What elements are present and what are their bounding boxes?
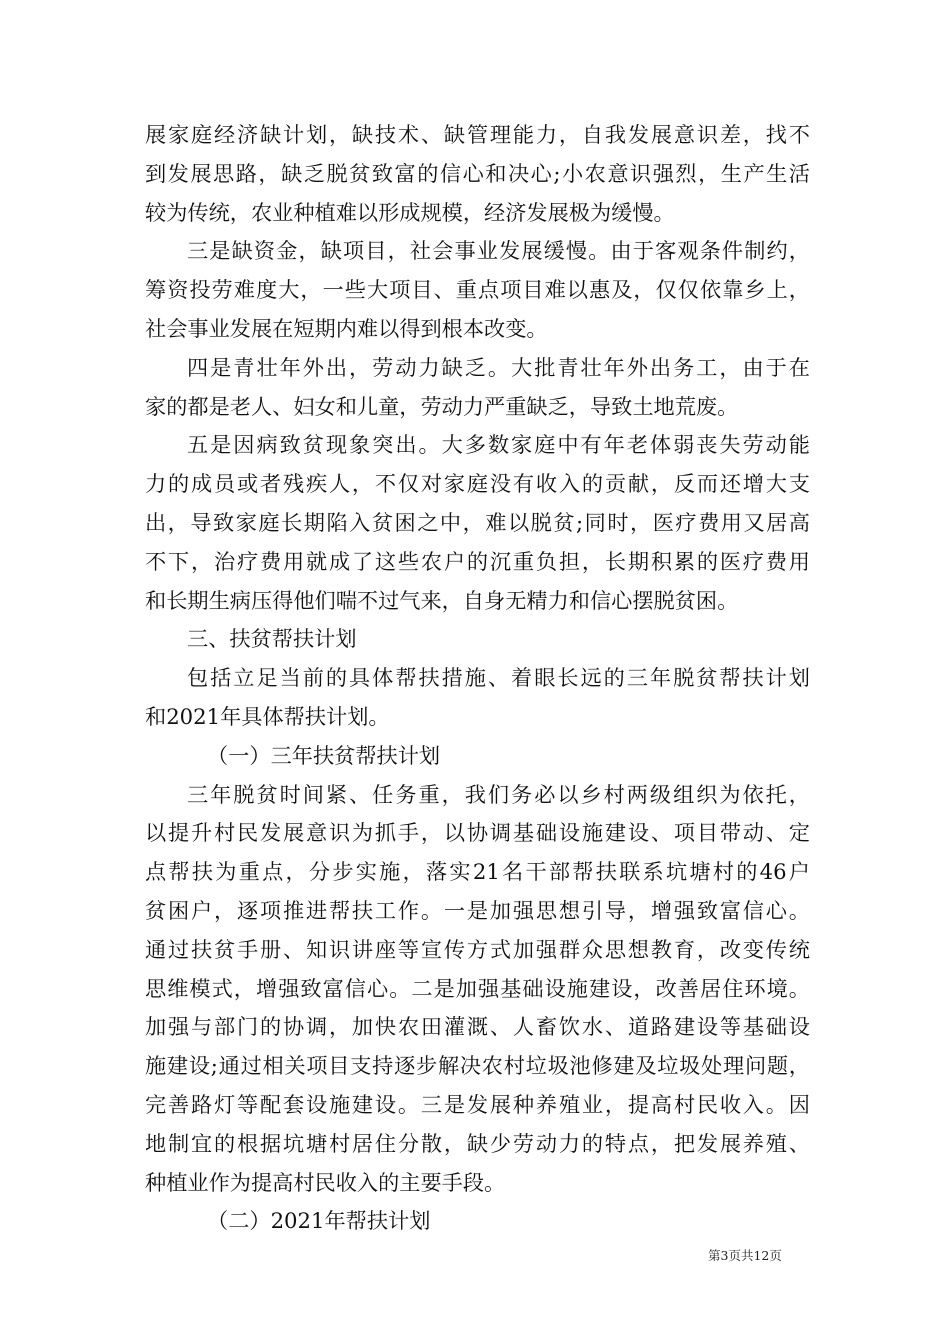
text-line: 加强与部门的协调，加快农田灌溉、人畜饮水、道路建设等基础设 — [145, 1014, 810, 1040]
text-line: 较为传统，农业种植难以形成规模，经济发展极为缓慢。 — [145, 199, 675, 225]
text-line: （一）三年扶贫帮扶计划 — [207, 742, 441, 768]
text-line: 力的成员或者残疾人，不仅对家庭没有收入的贡献，反而还增大支 — [145, 471, 810, 497]
text-line: 家的都是老人、妇女和儿童，劳动力严重缺乏，导致土地荒废。 — [145, 393, 739, 419]
text-line: 包括立足当前的具体帮扶措施、着眼长远的三年脱贫帮扶计划 — [187, 665, 810, 691]
text-line: 三年脱贫时间紧、任务重，我们务必以乡村两级组织为依托， — [187, 781, 810, 807]
page-number: 第3页共12页 — [708, 1248, 782, 1263]
text-line: 到发展思路，缺乏脱贫致富的信心和决心;小农意识强烈，生产生活 — [145, 160, 810, 186]
text-line: 四是青壮年外出，劳动力缺乏。大批青壮年外出务工，由于在 — [187, 354, 810, 380]
text-line: 完善路灯等配套设施建设。三是发展种养殖业，提高村民收入。因 — [145, 1091, 810, 1117]
text-line: 思维模式，增强致富信心。二是加强基础设施建设，改善居住环境。 — [145, 975, 810, 1001]
text-line: 施建设;通过相关项目支持逐步解决农村垃圾池修建及垃圾处理问题， — [145, 1053, 810, 1079]
text-line: 出，导致家庭长期陷入贫困之中，难以脱贫;同时，医疗费用又居高 — [145, 509, 810, 535]
text-line: 地制宜的根据坑塘村居住分散，缺少劳动力的特点，把发展养殖、 — [145, 1130, 810, 1156]
text-line: 点帮扶为重点，分步实施，落实21名干部帮扶联系坑塘村的46户 — [145, 859, 810, 885]
text-line: 和长期生病压得他们喘不过气来，自身无精力和信心摆脱贫困。 — [145, 587, 739, 613]
text-line: 五是因病致贫现象突出。大多数家庭中有年老体弱丧失劳动能 — [187, 432, 810, 458]
text-line: （二）2021年帮扶计划 — [207, 1208, 431, 1234]
text-line: 以提升村民发展意识为抓手，以协调基础设施建设、项目带动、定 — [145, 820, 810, 846]
text-line: 和2021年具体帮扶计划。 — [145, 703, 390, 729]
text-line: 贫困户，逐项推进帮扶工作。一是加强思想引导，增强致富信心。 — [145, 897, 810, 923]
text-line: 不下，治疗费用就成了这些农户的沉重负担，长期积累的医疗费用 — [145, 548, 810, 574]
document-body — [145, 116, 810, 1241]
text-line: 种植业作为提高村民收入的主要手段。 — [145, 1169, 506, 1195]
text-line: 三、扶贫帮扶计划 — [187, 626, 357, 652]
text-line: 通过扶贫手册、知识讲座等宣传方式加强群众思想教育，改变传统 — [145, 936, 810, 962]
text-line: 展家庭经济缺计划，缺技术、缺管理能力，自我发展意识差，找不 — [145, 122, 810, 147]
text-line: 社会事业发展在短期内难以得到根本改变。 — [145, 315, 548, 341]
text-line: 筹资投劳难度大，一些大项目、重点项目难以惠及，仅仅依靠乡上， — [145, 277, 810, 303]
text-line: 三是缺资金，缺项目，社会事业发展缓慢。由于客观条件制约， — [187, 238, 810, 264]
